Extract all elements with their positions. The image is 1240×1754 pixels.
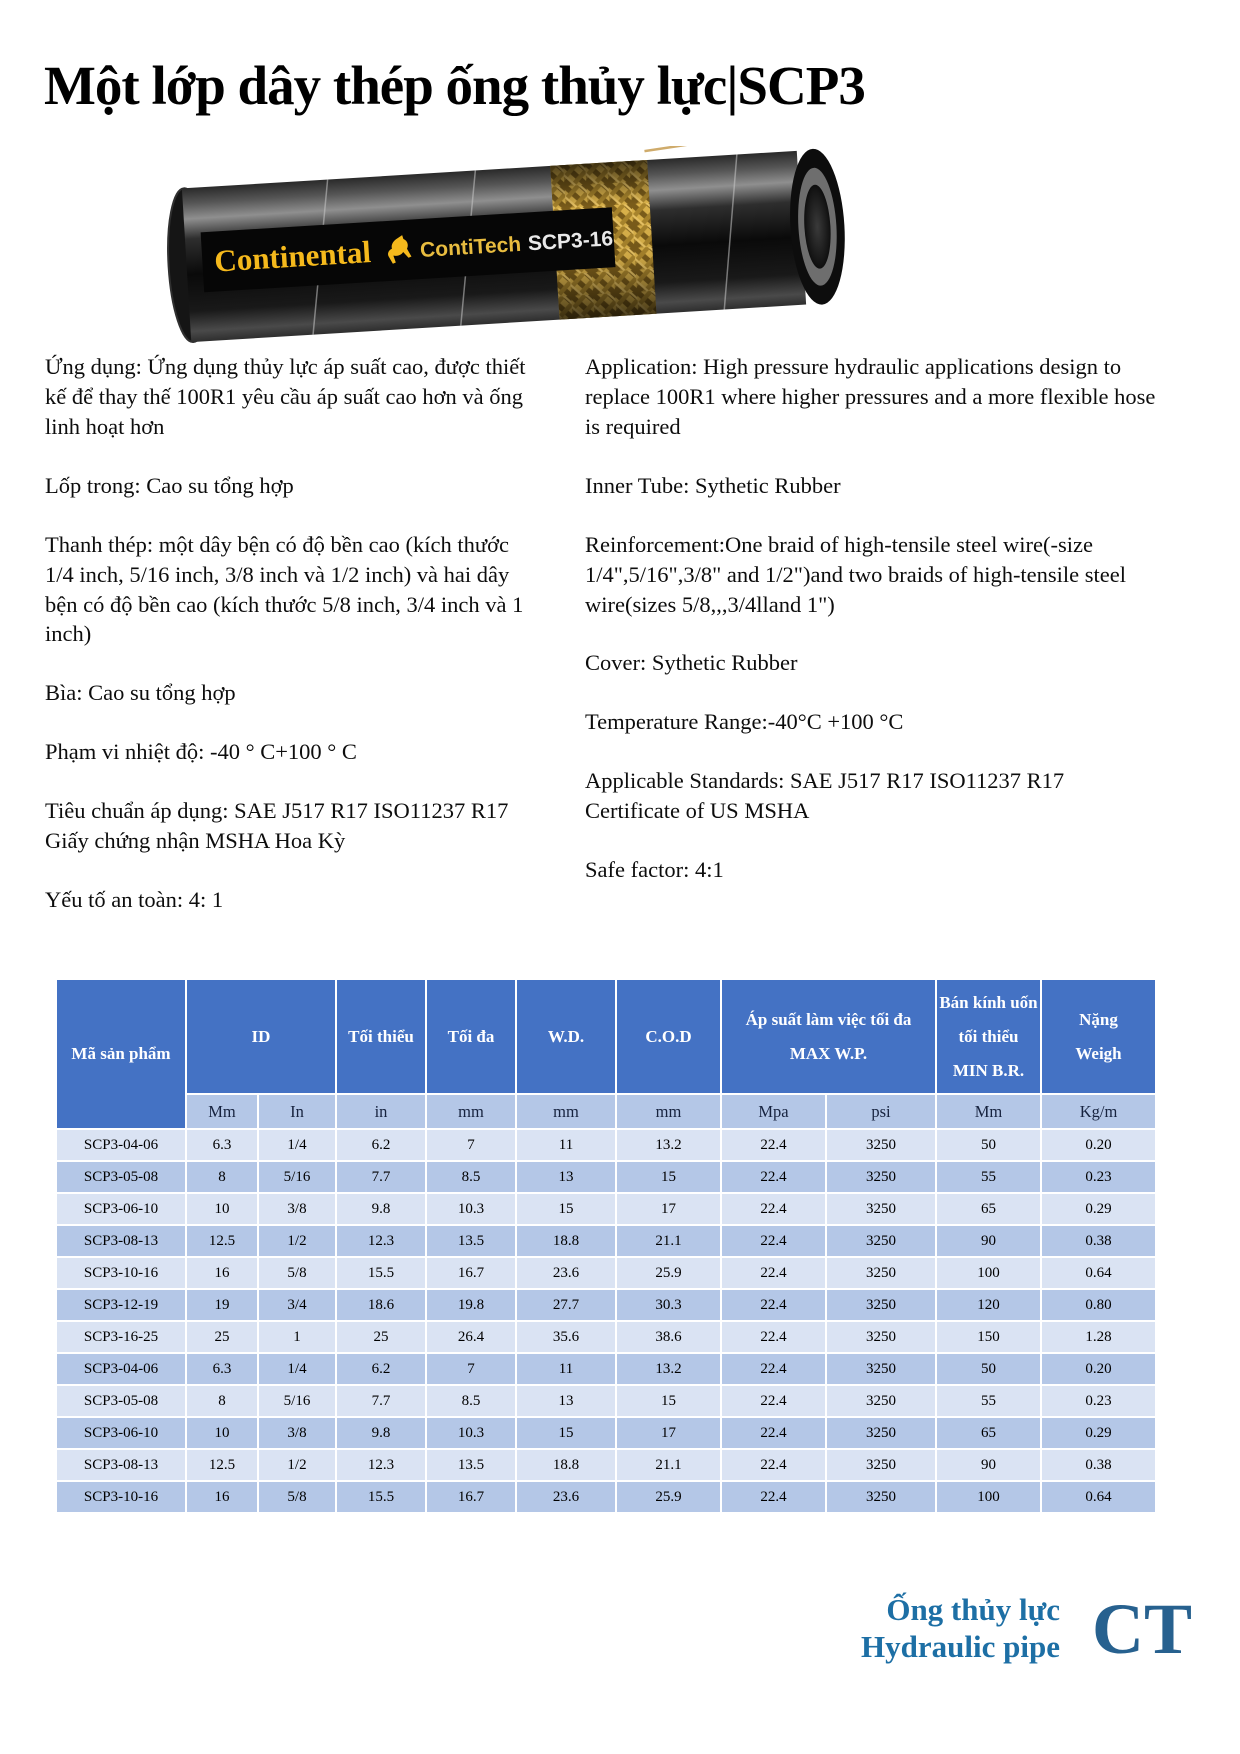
table-row xyxy=(56,1289,1156,1321)
table-cell: 1 xyxy=(258,1321,336,1353)
table-cell: 0.38 xyxy=(1041,1225,1156,1257)
table-cell: 16 xyxy=(186,1481,258,1513)
table-cell: 17 xyxy=(616,1417,721,1449)
table-cell: 30.3 xyxy=(616,1289,721,1321)
table-cell: 35.6 xyxy=(516,1321,616,1353)
table-cell: 65 xyxy=(936,1417,1041,1449)
spec-reinforcement-vi: Thanh thép: một dây bện có độ bền cao (kích thước 1/4 inch, 5/16 inch, 3/8 inch và 1/2 inch) và hai dây bện có độ bền cao (kích thước 5/8 inch, 3/4 inch và 1 inch) xyxy=(45,531,524,647)
table-row xyxy=(56,1321,1156,1353)
table-row xyxy=(56,1449,1156,1481)
table-cell: 15.5 xyxy=(336,1481,426,1513)
table-cell: 5/16 xyxy=(258,1385,336,1417)
table-cell: 13.5 xyxy=(426,1225,516,1257)
footer-line-vi: Ống thủy lực xyxy=(886,1592,1060,1627)
table-cell: 3/4 xyxy=(258,1289,336,1321)
table-cell: 10 xyxy=(186,1417,258,1449)
table-cell: 3250 xyxy=(826,1161,936,1193)
table-cell: 13 xyxy=(516,1161,616,1193)
table-cell: 18.8 xyxy=(516,1449,616,1481)
spec-safefactor-vi: Yếu tố an toàn: 4: 1 xyxy=(45,887,224,913)
table-row xyxy=(56,1257,1156,1289)
spec-temperature-en: Temperature Range:-40°C +100 °C xyxy=(585,709,904,735)
subheader-unit: in xyxy=(336,1094,426,1129)
table-row xyxy=(56,1481,1156,1513)
table-cell: SCP3-10-16 xyxy=(56,1257,186,1289)
table-cell: 90 xyxy=(936,1449,1041,1481)
table-cell: 3250 xyxy=(826,1193,936,1225)
table-cell: 65 xyxy=(936,1193,1041,1225)
table-cell: 0.20 xyxy=(1041,1353,1156,1385)
table-cell: 3250 xyxy=(826,1353,936,1385)
subheader-unit: psi xyxy=(826,1094,936,1129)
table-cell: 10 xyxy=(186,1193,258,1225)
product-hose-image xyxy=(150,146,855,348)
table-cell: 15.5 xyxy=(336,1257,426,1289)
specs-english xyxy=(585,352,1160,914)
subheader-unit: mm xyxy=(426,1094,516,1129)
table-cell: 16 xyxy=(186,1257,258,1289)
table-cell: 22.4 xyxy=(721,1449,826,1481)
table-subheader-row xyxy=(56,1094,1156,1129)
spec-application-en: Application: High pressure hydraulic applications design to replace 100R1 where higher pressures and a more flexible hose is required xyxy=(585,354,1156,439)
table-cell: 15 xyxy=(616,1385,721,1417)
brand-contitech-text: ContiTech xyxy=(419,232,522,262)
spec-safefactor-en: Safe factor: 4:1 xyxy=(585,857,724,883)
table-cell: 90 xyxy=(936,1225,1041,1257)
table-cell: 6.2 xyxy=(336,1353,426,1385)
table-cell: 3250 xyxy=(826,1321,936,1353)
table-cell: 8 xyxy=(186,1385,258,1417)
table-cell: 3250 xyxy=(826,1257,936,1289)
table-cell: 22.4 xyxy=(721,1161,826,1193)
subheader-unit: mm xyxy=(516,1094,616,1129)
table-cell: SCP3-04-06 xyxy=(56,1129,186,1161)
spec-innertube-en: Inner Tube: Sythetic Rubber xyxy=(585,472,841,498)
table-cell: 100 xyxy=(936,1481,1041,1513)
table-cell: 13.5 xyxy=(426,1449,516,1481)
table-cell: SCP3-16-25 xyxy=(56,1321,186,1353)
table-cell: 1/4 xyxy=(258,1129,336,1161)
hose-model-text: SCP3-16 xyxy=(527,227,614,256)
table-cell: 12.5 xyxy=(186,1225,258,1257)
table-cell: 7.7 xyxy=(336,1385,426,1417)
table-cell: 11 xyxy=(516,1353,616,1385)
subheader-unit: Mm xyxy=(186,1094,258,1129)
table-cell: 17 xyxy=(616,1193,721,1225)
page-title: Một lớp dây thép ống thủy lực|SCP3 xyxy=(44,55,865,116)
table-cell: 0.20 xyxy=(1041,1129,1156,1161)
table-cell: 5/16 xyxy=(258,1161,336,1193)
table-cell: 16.7 xyxy=(426,1257,516,1289)
table-cell: 15 xyxy=(516,1193,616,1225)
table-cell: 22.4 xyxy=(721,1385,826,1417)
table-cell: 3250 xyxy=(826,1449,936,1481)
subheader-unit: Mpa xyxy=(721,1094,826,1129)
table-cell: 23.6 xyxy=(516,1257,616,1289)
table-cell: SCP3-05-08 xyxy=(56,1385,186,1417)
table-cell: 19.8 xyxy=(426,1289,516,1321)
spec-standards-en: Applicable Standards: SAE J517 R17 ISO11237 R17 Certificate of US MSHA xyxy=(585,768,1065,824)
table-cell: 21.1 xyxy=(616,1225,721,1257)
table-cell: 7 xyxy=(426,1129,516,1161)
table-cell: 5/8 xyxy=(258,1481,336,1513)
table-cell: 13.2 xyxy=(616,1353,721,1385)
table-cell: 55 xyxy=(936,1385,1041,1417)
col-header-product-code: Mã sản phẩm xyxy=(56,979,186,1129)
table-cell: 25 xyxy=(336,1321,426,1353)
table-cell: 18.6 xyxy=(336,1289,426,1321)
table-cell: 3250 xyxy=(826,1129,936,1161)
spec-table xyxy=(55,978,1157,1514)
table-cell: 22.4 xyxy=(721,1289,826,1321)
subheader-unit: In xyxy=(258,1094,336,1129)
table-cell: 0.29 xyxy=(1041,1193,1156,1225)
spec-temperature-vi: Phạm vi nhiệt độ: -40 ° C+100 ° C xyxy=(45,739,357,765)
table-cell: 22.4 xyxy=(721,1481,826,1513)
table-cell: 26.4 xyxy=(426,1321,516,1353)
hose-body-group xyxy=(162,146,855,344)
table-cell: 3250 xyxy=(826,1225,936,1257)
table-cell: 50 xyxy=(936,1353,1041,1385)
table-cell: 18.8 xyxy=(516,1225,616,1257)
table-cell: SCP3-06-10 xyxy=(56,1417,186,1449)
table-cell: 10.3 xyxy=(426,1417,516,1449)
table-cell: 25.9 xyxy=(616,1481,721,1513)
table-cell: 0.23 xyxy=(1041,1385,1156,1417)
table-cell: 38.6 xyxy=(616,1321,721,1353)
table-row xyxy=(56,1161,1156,1193)
table-cell: 1/4 xyxy=(258,1353,336,1385)
table-cell: 150 xyxy=(936,1321,1041,1353)
col-header-max-wp: Áp suất làm việc tối đa MAX W.P. xyxy=(721,979,936,1094)
table-cell: 0.29 xyxy=(1041,1417,1156,1449)
table-cell: 3250 xyxy=(826,1481,936,1513)
table-cell: 1/2 xyxy=(258,1225,336,1257)
brand-continental-text: Continental xyxy=(213,234,372,279)
table-cell: SCP3-08-13 xyxy=(56,1449,186,1481)
table-cell: 7 xyxy=(426,1353,516,1385)
col-header-max: Tối đa xyxy=(426,979,516,1094)
table-cell: 0.64 xyxy=(1041,1257,1156,1289)
subheader-unit: Mm xyxy=(936,1094,1041,1129)
table-cell: SCP3-05-08 xyxy=(56,1161,186,1193)
table-cell: 50 xyxy=(936,1129,1041,1161)
ct-logo: CT xyxy=(1091,1588,1192,1669)
table-row xyxy=(56,1129,1156,1161)
table-cell: 22.4 xyxy=(721,1193,826,1225)
table-cell: 22.4 xyxy=(721,1417,826,1449)
table-cell: SCP3-04-06 xyxy=(56,1353,186,1385)
specs-vietnamese xyxy=(45,352,535,944)
table-cell: 0.38 xyxy=(1041,1449,1156,1481)
table-cell: SCP3-06-10 xyxy=(56,1193,186,1225)
table-cell: SCP3-08-13 xyxy=(56,1225,186,1257)
subheader-unit: mm xyxy=(616,1094,721,1129)
col-header-cod: C.O.D xyxy=(616,979,721,1094)
table-cell: 22.4 xyxy=(721,1257,826,1289)
table-cell: 22.4 xyxy=(721,1129,826,1161)
table-cell: 0.64 xyxy=(1041,1481,1156,1513)
table-cell: 3250 xyxy=(826,1417,936,1449)
table-cell: 3250 xyxy=(826,1385,936,1417)
table-cell: 8 xyxy=(186,1161,258,1193)
table-cell: 22.4 xyxy=(721,1353,826,1385)
table-cell: 15 xyxy=(516,1417,616,1449)
table-cell: 21.1 xyxy=(616,1449,721,1481)
table-cell: 0.80 xyxy=(1041,1289,1156,1321)
table-cell: 1.28 xyxy=(1041,1321,1156,1353)
subheader-unit: Kg/m xyxy=(1041,1094,1156,1129)
col-header-min: Tối thiểu xyxy=(336,979,426,1094)
table-cell: 15 xyxy=(616,1161,721,1193)
table-cell: 19 xyxy=(186,1289,258,1321)
table-cell: 7.7 xyxy=(336,1161,426,1193)
table-cell: 25.9 xyxy=(616,1257,721,1289)
col-header-weight: Nặng Weigh xyxy=(1041,979,1156,1094)
table-cell: 12.5 xyxy=(186,1449,258,1481)
table-cell: 12.3 xyxy=(336,1225,426,1257)
table-cell: 120 xyxy=(936,1289,1041,1321)
table-cell: 3250 xyxy=(826,1289,936,1321)
table-row xyxy=(56,1385,1156,1417)
footer-line-en: Hydraulic pipe xyxy=(861,1628,1060,1664)
table-cell: 11 xyxy=(516,1129,616,1161)
table-cell: 3/8 xyxy=(258,1193,336,1225)
table-cell: 3/8 xyxy=(258,1417,336,1449)
table-cell: 6.3 xyxy=(186,1353,258,1385)
table-cell: 25 xyxy=(186,1321,258,1353)
table-cell: 27.7 xyxy=(516,1289,616,1321)
table-cell: 13.2 xyxy=(616,1129,721,1161)
table-cell: SCP3-12-19 xyxy=(56,1289,186,1321)
col-header-min-br: Bán kính uốn tối thiểu MIN B.R. xyxy=(936,979,1041,1094)
table-cell: 10.3 xyxy=(426,1193,516,1225)
table-row xyxy=(56,1417,1156,1449)
table-cell: 5/8 xyxy=(258,1257,336,1289)
table-cell: 23.6 xyxy=(516,1481,616,1513)
table-cell: 9.8 xyxy=(336,1417,426,1449)
table-cell: 1/2 xyxy=(258,1449,336,1481)
spec-cover-vi: Bìa: Cao su tổng hợp xyxy=(45,680,236,706)
table-cell: 6.3 xyxy=(186,1129,258,1161)
table-header-row xyxy=(56,979,1156,1094)
table-cell: 9.8 xyxy=(336,1193,426,1225)
table-cell: 6.2 xyxy=(336,1129,426,1161)
table-cell: 16.7 xyxy=(426,1481,516,1513)
table-cell: 13 xyxy=(516,1385,616,1417)
table-body xyxy=(56,1129,1156,1513)
col-header-wd: W.D. xyxy=(516,979,616,1094)
table-cell: 22.4 xyxy=(721,1321,826,1353)
table-row xyxy=(56,1225,1156,1257)
table-row xyxy=(56,1193,1156,1225)
spec-innertube-vi: Lốp trong: Cao su tổng hợp xyxy=(45,472,294,498)
table-cell: 12.3 xyxy=(336,1449,426,1481)
table-cell: 0.23 xyxy=(1041,1161,1156,1193)
footer xyxy=(700,1588,1192,1669)
table-cell: SCP3-10-16 xyxy=(56,1481,186,1513)
spec-standards-vi: Tiêu chuẩn áp dụng: SAE J517 R17 ISO11237 R17 Giấy chứng nhận MSHA Hoa Kỳ xyxy=(45,798,509,854)
table-cell: 8.5 xyxy=(426,1385,516,1417)
table-cell: 22.4 xyxy=(721,1225,826,1257)
table-cell: 55 xyxy=(936,1161,1041,1193)
col-header-id: ID xyxy=(186,979,336,1094)
table-cell: 100 xyxy=(936,1257,1041,1289)
table-row xyxy=(56,1353,1156,1385)
spec-reinforcement-en: Reinforcement:One braid of high-tensile steel wire(-size 1/4",5/16",3/8" and 1/2")and two braids of high-tensile steel wire(sizes 5/8,,,3/4lland 1") xyxy=(585,531,1127,617)
spec-application-vi: Ứng dụng: Ứng dụng thủy lực áp suất cao, được thiết kế để thay thế 100R1 yêu cầu áp suất cao hơn và ống linh hoạt hơn xyxy=(45,354,526,439)
table-cell: 8.5 xyxy=(426,1161,516,1193)
spec-cover-en: Cover: Sythetic Rubber xyxy=(585,650,798,676)
footer-tagline xyxy=(861,1592,1060,1665)
hose-svg xyxy=(150,146,855,348)
